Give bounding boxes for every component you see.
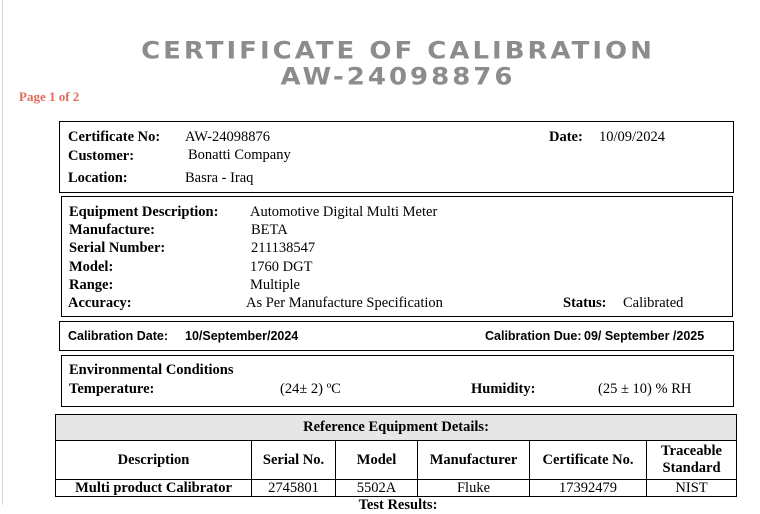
cert-no-label: Certificate No: — [68, 129, 161, 145]
cell-certificate: 17392479 — [530, 480, 647, 497]
location-label: Location: — [68, 170, 128, 186]
cert-no-value: AW-24098876 — [185, 129, 271, 145]
col-header-traceable: Traceable Standard — [647, 441, 737, 480]
col-header-description: Description — [56, 441, 252, 480]
reference-equipment-table — [55, 414, 737, 497]
cell-serial: 2745801 — [252, 480, 336, 497]
col-header-manufacturer: Manufacturer — [418, 441, 530, 480]
certificate-number-title: AW-24098876 — [280, 63, 516, 91]
equipment-desc-label: Equipment Description: — [69, 204, 219, 220]
calibration-due-value: 09/ September /2025 — [584, 329, 705, 343]
serial-value: 211138547 — [251, 240, 316, 256]
date-label: Date: — [549, 129, 583, 145]
cell-description: Multi product Calibrator — [56, 480, 252, 497]
manufacture-value: BETA — [251, 222, 288, 238]
equipment-desc-value: Automotive Digital Multi Meter — [250, 204, 438, 220]
col-header-certificate: Certificate No. — [530, 441, 647, 480]
location-value: Basra - Iraq — [185, 170, 254, 186]
calibration-date-value: 10/September/2024 — [185, 329, 299, 343]
humidity-label: Humidity: — [471, 381, 536, 397]
cell-traceable: NIST — [647, 480, 737, 497]
accuracy-value: As Per Manufacture Specification — [246, 295, 443, 311]
certificate-title: CERTIFICATE OF CALIBRATION — [141, 37, 655, 65]
temperature-value: (24± 2) ºC — [280, 381, 341, 397]
range-value: Multiple — [250, 277, 300, 293]
status-label: Status: — [563, 295, 607, 311]
model-value: 1760 DGT — [250, 259, 313, 275]
accuracy-label: Accuracy: — [68, 295, 132, 311]
test-results-heading: Test Results: — [358, 497, 438, 513]
temperature-label: Temperature: — [69, 381, 155, 397]
page-indicator: Page 1 of 2 — [19, 89, 80, 104]
customer-value: Bonatti Company — [188, 147, 291, 163]
reference-table-caption: Reference Equipment Details: — [56, 415, 737, 441]
customer-label: Customer: — [68, 148, 135, 164]
date-value: 10/09/2024 — [599, 129, 666, 145]
range-label: Range: — [69, 277, 114, 293]
humidity-value: (25 ± 10) % RH — [598, 381, 692, 397]
cell-manufacturer: Fluke — [418, 480, 530, 497]
cell-model: 5502A — [336, 480, 418, 497]
table-row — [56, 480, 737, 497]
col-header-model: Model — [336, 441, 418, 480]
calibration-date-label: Calibration Date: — [68, 329, 169, 343]
manufacture-label: Manufacture: — [69, 222, 155, 238]
environment-heading: Environmental Conditions — [69, 362, 234, 378]
model-label: Model: — [69, 259, 114, 275]
serial-label: Serial Number: — [69, 240, 166, 256]
status-value: Calibrated — [623, 295, 684, 311]
col-header-serial: Serial No. — [252, 441, 336, 480]
calibration-due-label: Calibration Due: — [485, 329, 582, 343]
